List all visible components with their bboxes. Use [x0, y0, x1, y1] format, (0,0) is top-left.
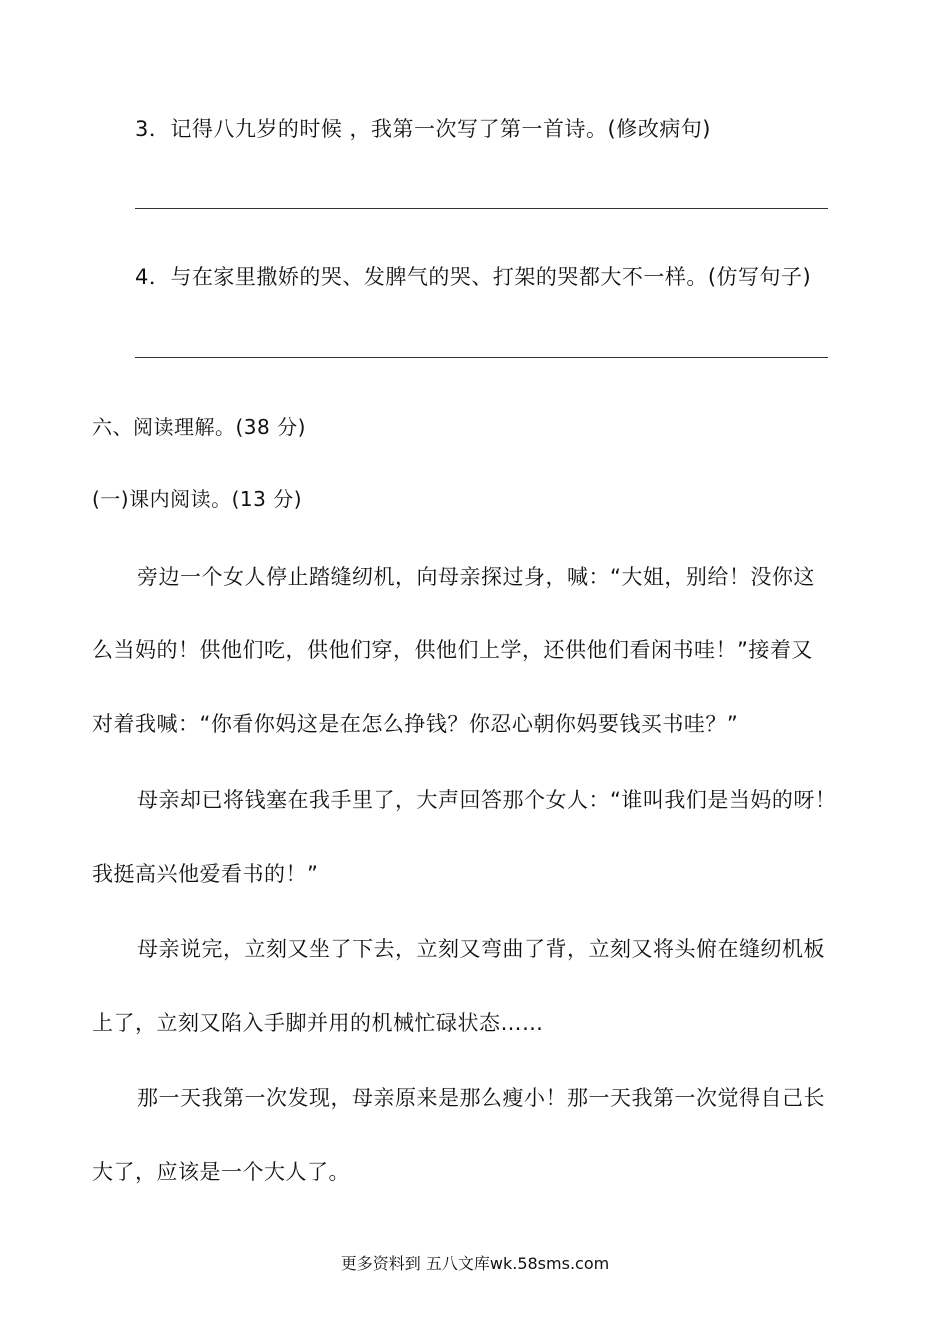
- answer-line-4[interactable]: [135, 357, 828, 358]
- passage-p3-line2: 上了，立刻又陷入手脚并用的机械忙碌状态……: [92, 1011, 544, 1035]
- question-3: 3．记得八九岁的时候 ，我第一次写了第一首诗。(修改病句): [135, 117, 711, 141]
- passage-p3-line1: 母亲说完，立刻又坐了下去，立刻又弯曲了背，立刻又将头俯在缝纫机板: [137, 937, 825, 961]
- passage-p1-line2: 么当妈的！供他们吃，供他们穿，供他们上学，还供他们看闲书哇！”接着又: [92, 638, 813, 662]
- answer-line-3[interactable]: [135, 208, 828, 209]
- passage-p4-line2: 大了，应该是一个大人了。: [92, 1160, 350, 1184]
- passage-p1-line1: 旁边一个女人停止踏缝纫机，向母亲探过身，喊：“大姐，别给！没你这: [137, 565, 815, 589]
- section-title: 六、阅读理解。(38 分): [92, 415, 306, 439]
- footer-text: 更多资料到 五八文库wk.58sms.com: [340, 1254, 610, 1273]
- passage-p2-line1: 母亲却已将钱塞在我手里了，大声回答那个女人：“谁叫我们是当妈的呀！: [137, 788, 837, 812]
- passage-p2-line2: 我挺高兴他爱看书的！”: [92, 862, 319, 886]
- passage-p1-line3: 对着我喊：“你看你妈这是在怎么挣钱？你忍心朝你妈要钱买书哇？”: [92, 712, 739, 736]
- question-4: 4．与在家里撒娇的哭、发脾气的哭、打架的哭都大不一样。(仿写句子): [135, 265, 812, 289]
- passage-p4-line1: 那一天我第一次发现，母亲原来是那么瘦小！那一天我第一次觉得自己长: [137, 1086, 825, 1110]
- section-subtitle: (一)课内阅读。(13 分): [92, 487, 303, 511]
